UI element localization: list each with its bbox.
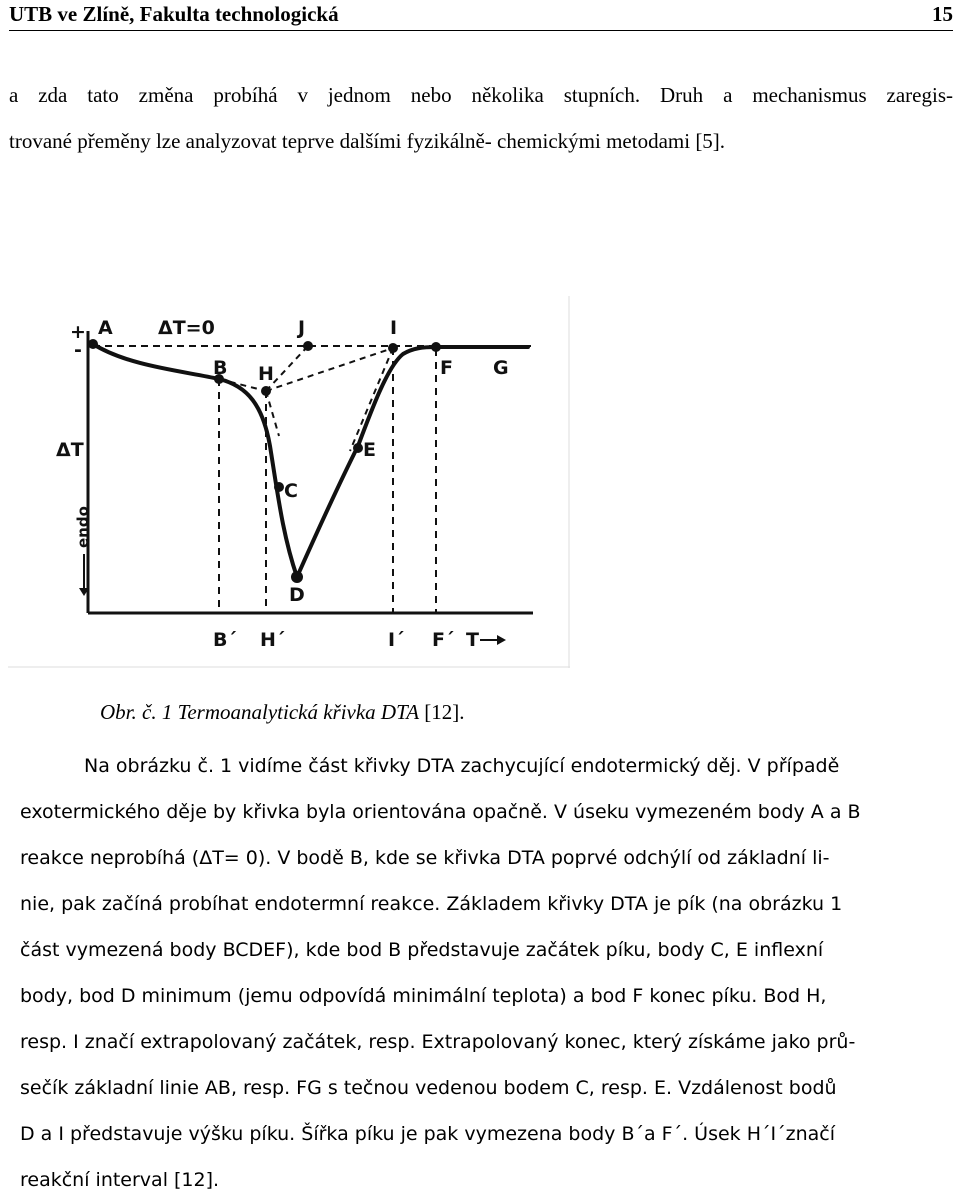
label-i: I xyxy=(390,317,398,339)
point-f xyxy=(431,342,441,352)
figure-caption xyxy=(100,700,465,725)
caption-ref: [12]. xyxy=(424,700,465,724)
header-rule xyxy=(9,30,953,31)
label-c: C xyxy=(284,480,298,502)
body-line: body, bod D minimum (jemu odpovídá minimální teplota) a bod F konec píku. Bod H, xyxy=(20,985,827,1007)
body-line: resp. I značí extrapolovaný začátek, resp. Extrapolovaný konec, který získáme jako prů- xyxy=(20,1031,856,1053)
label-h: H xyxy=(258,363,274,385)
label-h-prime: H´ xyxy=(260,629,286,651)
label-a: A xyxy=(98,317,113,339)
body-line: sečík základní linie AB, resp. FG s tečnou vedenou bodem C, resp. E. Vzdálenost bodů xyxy=(20,1077,837,1099)
label-j: J xyxy=(298,317,306,339)
label-d: D xyxy=(289,584,305,606)
label-delta-t: ΔT xyxy=(56,439,84,461)
body-line: reakční interval [12]. xyxy=(20,1169,220,1191)
body-line: Na obrázku č. 1 vidíme část křivky DTA zachycující endotermický děj. V případě xyxy=(84,755,840,777)
label-endo: endo xyxy=(74,506,92,548)
label-b-prime: B´ xyxy=(213,629,237,651)
body-line: nie, pak začíná probíhat endotermní reakce. Základem křivky DTA je pík (na obrázku 1 xyxy=(20,893,843,915)
label-t-axis: T xyxy=(466,629,479,651)
label-minus: - xyxy=(74,339,82,361)
body-line: reakce neprobíhá (ΔT= 0). V bodě B, kde se křivka DTA poprvé odchýlí od základní li- xyxy=(20,847,830,869)
label-f-prime: F´ xyxy=(432,629,455,651)
point-h xyxy=(261,386,271,396)
label-f: F xyxy=(440,357,453,379)
body-line: exotermického děje by křivka byla orientována opačně. V úseku vymezeném body A a B xyxy=(20,801,861,823)
caption-text: Obr. č. 1 Termoanalytická křivka DTA xyxy=(100,700,420,724)
point-c xyxy=(274,482,284,492)
page-number: 15 xyxy=(932,2,953,26)
intro-paragraph xyxy=(9,72,953,164)
point-d xyxy=(291,571,303,583)
page-header xyxy=(9,0,953,30)
body-paragraph xyxy=(20,743,949,1203)
intro-line: a zda tato změna probíhá v jednom nebo několika stupních. Druh a mechanismus zaregis- xyxy=(9,83,953,107)
label-delta-t0: ΔT=0 xyxy=(158,317,215,339)
label-i-prime: I´ xyxy=(388,629,405,651)
point-j xyxy=(303,341,313,351)
point-e xyxy=(353,443,363,453)
point-a xyxy=(88,339,98,349)
body-line: D a I představuje výšku píku. Šířka píku je pak vymezena body B´a F´. Úsek H´I´značí xyxy=(20,1123,835,1145)
label-b: B xyxy=(213,357,228,379)
point-i xyxy=(388,343,398,353)
header-title: UTB ve Zlíně, Fakulta technologická xyxy=(9,2,339,26)
label-plus: + xyxy=(70,321,86,343)
label-g: G xyxy=(493,357,509,379)
body-line: část vymezená body BCDEF), kde bod B představuje začátek píku, body C, E inflexní xyxy=(20,939,824,961)
dta-curve-graphic xyxy=(8,296,570,668)
intro-line: trované přeměny lze analyzovat teprve dalšími fyzikálně- chemickými metodami [5]. xyxy=(9,129,726,153)
label-e: E xyxy=(363,439,376,461)
dta-curve-figure xyxy=(8,296,570,668)
